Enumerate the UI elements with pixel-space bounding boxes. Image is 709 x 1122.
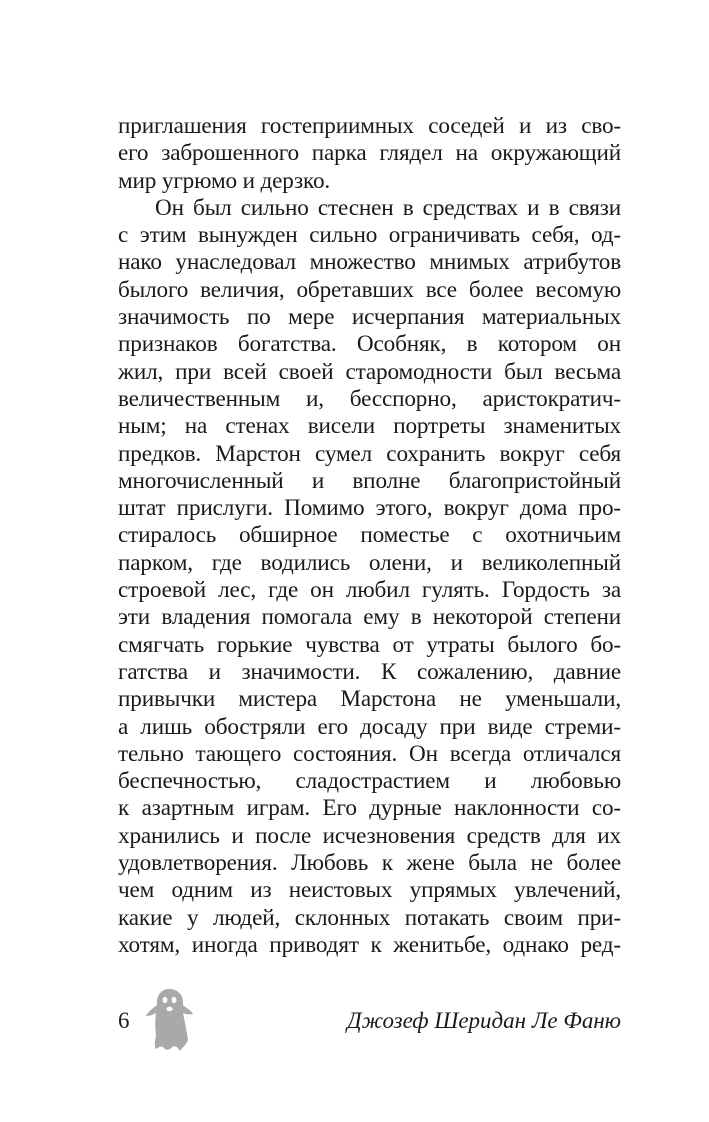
text-line: нако унаследовал множество мнимых атрибутов — [118, 249, 621, 276]
text-line: с этим вынужден сильно ограничивать себя, од- — [118, 222, 621, 249]
text-line: мир угрюмо и дерзко. — [118, 167, 331, 194]
text-line: тельно тающего состояния. Он всегда отличался — [118, 740, 621, 767]
text-line: ным; на стенах висели портреты знаменитых — [118, 413, 621, 440]
text-line: приглашения гостеприимных соседей и из сво- — [118, 113, 621, 139]
text-line: парком, где водились олени, и великолепный — [118, 549, 621, 576]
text-line: удовлетворения. Любовь к жене была не более — [118, 850, 621, 877]
text-line: его заброшенного парка глядел на окружающий — [118, 140, 621, 167]
text-line: эти владения помогала ему в некоторой степени — [118, 604, 621, 631]
text-line: стиралось обширное поместье с охотничьим — [118, 522, 621, 549]
text-line: Он был сильно стеснен в средствах и в связи — [155, 194, 621, 221]
text-line: штат прислуги. Помимо этого, вокруг дома про- — [118, 495, 621, 522]
author-name: Джозеф Шеридан Ле Фаню — [347, 1008, 621, 1033]
text-line: былого величия, обретавших все более весомую — [118, 276, 621, 303]
text-line: беспечностью, сладострастием и любовью — [118, 768, 621, 795]
text-line: а лишь обостряли его досаду при виде стреми- — [118, 713, 621, 740]
text-line: смягчать горькие чувства от утраты былого бо- — [118, 631, 621, 658]
text-line: величественным и, бесспорно, аристократич- — [118, 385, 621, 412]
text-line: значимость по мере исчерпания материальных — [118, 304, 621, 331]
text-line: предков. Марстон сумел сохранить вокруг себя — [118, 440, 621, 467]
text-line: жил, при всей своей старомодности был весьма — [118, 358, 621, 385]
text-line: строевой лес, где он любил гулять. Гордость за — [118, 577, 621, 604]
text-line: привычки мистера Марстона не уменьшали, — [118, 686, 621, 713]
page-footer — [0, 985, 709, 1055]
text-line: многочисленный и вполне благопристойный — [118, 467, 621, 494]
text-line: хранились и после исчезновения средств для их — [118, 822, 621, 849]
body-text — [118, 113, 621, 959]
text-line: хотям, иногда приводят к женитьбе, однако ред- — [118, 931, 621, 958]
text-line: гатства и значимости. К сожалению, давние — [118, 658, 621, 685]
text-line: признаков богатства. Особняк, в котором он — [118, 331, 621, 358]
ghost-icon — [144, 985, 194, 1051]
text-line: какие у людей, склонных потакать своим при- — [118, 904, 621, 931]
page-number: 6 — [118, 1008, 130, 1033]
text-line: чем одним из неистовых упрямых увлечений, — [118, 877, 621, 904]
text-line: к азартным играм. Его дурные наклонности со- — [118, 795, 621, 822]
